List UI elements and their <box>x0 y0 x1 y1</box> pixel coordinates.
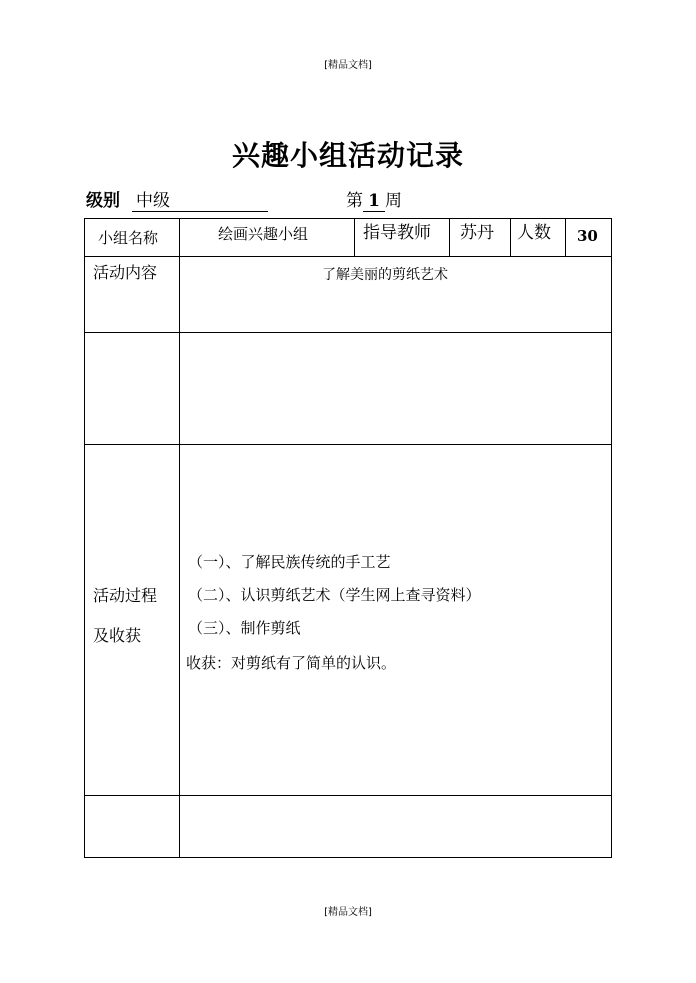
teacher-value: 苏丹 <box>460 223 494 243</box>
table-row-divider <box>84 256 612 257</box>
record-meta <box>86 186 612 210</box>
harvest-text: 收获：对剪纸有了简单的认识。 <box>186 654 397 672</box>
group-name-label: 小组名称 <box>98 229 159 247</box>
count-label: 人数 <box>517 223 551 243</box>
table-column-divider <box>354 218 355 256</box>
process-item: （一）、了解民族传统的手工艺 <box>188 553 391 571</box>
table-column-divider <box>449 218 450 256</box>
table-border-left <box>84 218 85 858</box>
table-row-divider <box>84 332 612 333</box>
week-prefix: 第 <box>346 191 363 211</box>
process-item: （三）、制作剪纸 <box>188 619 301 637</box>
activity-record-table <box>84 218 612 858</box>
count-value: 30 <box>577 227 598 245</box>
level-value: 中级 <box>132 186 268 212</box>
table-column-divider <box>565 218 566 256</box>
process-label-line1: 活动过程 <box>93 586 158 605</box>
content-value: 了解美丽的剪纸艺术 <box>322 267 448 283</box>
process-item: （二）、认识剪纸艺术（学生网上查寻资料） <box>188 586 481 604</box>
table-border-top <box>84 218 612 219</box>
document-title: 兴趣小组活动记录 <box>231 139 464 172</box>
week-field <box>346 186 402 212</box>
table-column-divider <box>510 218 511 256</box>
week-number: 1 <box>363 191 385 212</box>
group-name-value: 绘画兴趣小组 <box>218 225 309 243</box>
teacher-label: 指导教师 <box>363 223 431 243</box>
week-suffix: 周 <box>385 191 402 211</box>
table-label-column-divider <box>179 218 180 858</box>
table-row-divider <box>84 444 612 445</box>
table-border-bottom <box>84 857 612 858</box>
process-label-line2: 及收获 <box>93 626 142 645</box>
table-border-right <box>611 218 612 858</box>
level-label: 级别 <box>86 191 120 211</box>
page-header-tag: [精品文档] <box>324 60 372 71</box>
page-footer-tag: [精品文档] <box>324 907 372 918</box>
table-row-divider <box>84 795 612 796</box>
content-label: 活动内容 <box>93 263 158 282</box>
